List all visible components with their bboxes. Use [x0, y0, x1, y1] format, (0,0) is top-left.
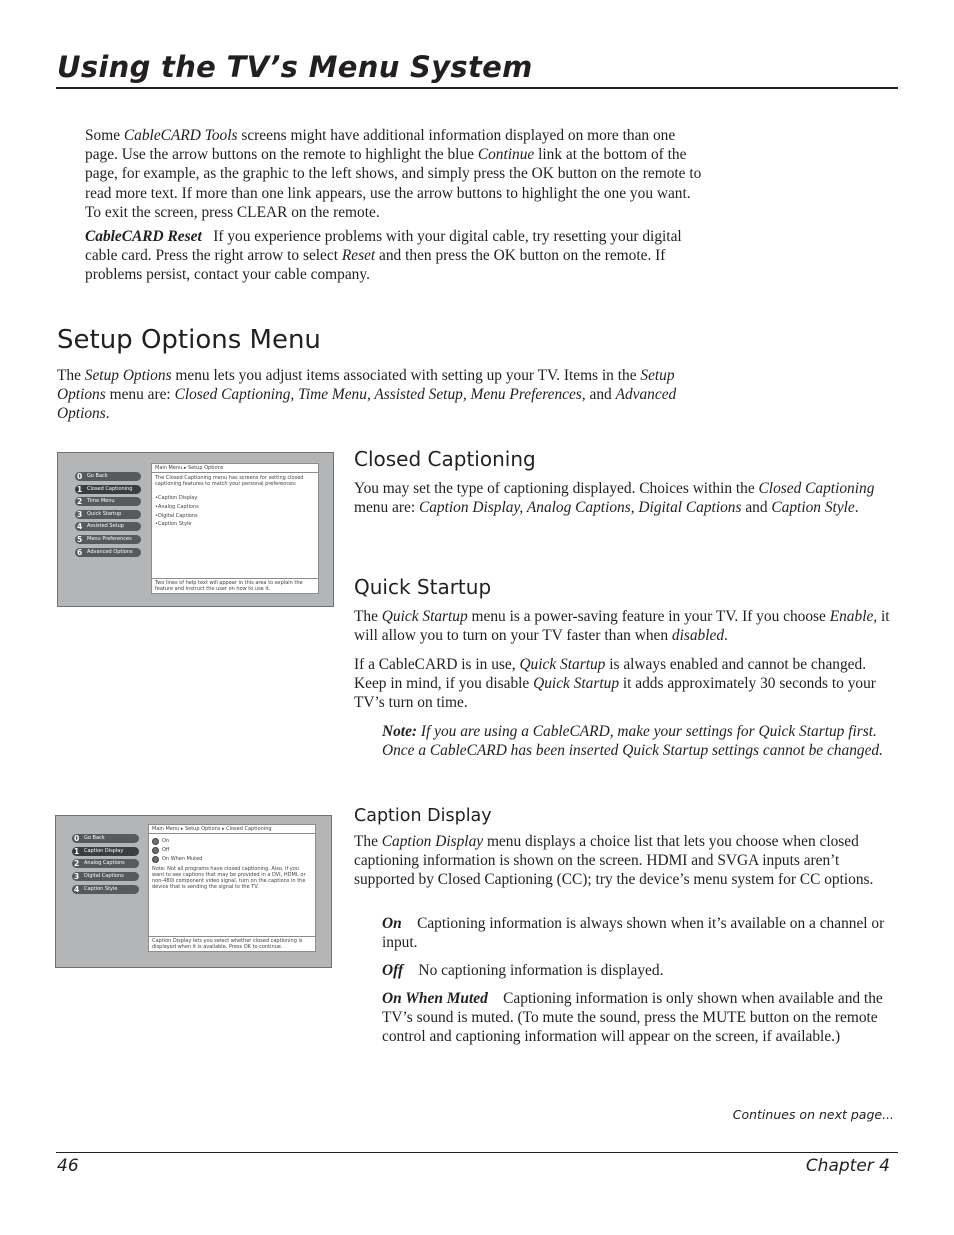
option-on-when-muted[interactable]: On When Muted: [162, 856, 203, 862]
menu-item-digital-captions[interactable]: 3 Digital Captions: [72, 872, 139, 881]
panel-description: The Closed Captioning menu has screens for setting closed captioning features to match your personal preferences:: [155, 475, 304, 487]
quick-startup-paragraph-1: The Quick Startup menu is a power-saving feature in your TV. If you choose Enable, it will allow you to turn on your TV faster than when disabled.: [354, 608, 890, 645]
menu-item-analog-captions[interactable]: 2 Analog Captions: [72, 859, 139, 868]
panel-item: •Digital Captions: [155, 513, 198, 519]
panel-note: Note: Not all programs have closed captioning. Also, if you want to see captions that may be provided in a DVI, HDMI, or non-480i component video signal, turn on the captions in the device that is sending the signal to the TV.: [152, 866, 306, 890]
setup-options-heading: Setup Options Menu: [57, 325, 321, 355]
menu-item-go-back[interactable]: 0 Go Back: [75, 472, 141, 481]
page-number: 46: [57, 1156, 79, 1176]
intro-paragraph-2: CableCARD Reset If you experience problems with your digital cable, try resetting your digital cable card. Press the right arrow to select Reset and then press the OK button on the remote. If problems persist, contact your cable company.: [85, 228, 682, 284]
option-on[interactable]: On: [162, 838, 170, 844]
intro-paragraph-1: Some CableCARD Tools screens might have additional information displayed on more than one page. Use the arrow buttons on the remote to highlight the blue Continue link at the bottom of the page, for example, as the graphic to the left shows, and simply press the OK button on the remote to read more text. If more than one link appears, use the arrow buttons to highlight the one you want. To exit the screen, press CLEAR on the remote.: [85, 127, 702, 221]
setup-options-panel: [151, 463, 319, 594]
breadcrumb-arrow-icon: ▸: [183, 465, 187, 471]
option-on-description: On Captioning information is always shown when it’s available on a channel or input.: [382, 915, 885, 952]
caption-display-heading: Caption Display: [354, 806, 492, 826]
setup-options-screen: [57, 452, 334, 607]
radio-button-icon[interactable]: [152, 847, 159, 854]
help-text: Two lines of help text will appear in this area to explain the feature and instruct the user on how to use it.: [152, 578, 318, 593]
chapter-label: Chapter 4: [805, 1156, 890, 1176]
menu-item-assisted-setup[interactable]: 4 Assisted Setup: [75, 522, 141, 531]
radio-button-icon[interactable]: [152, 838, 159, 845]
breadcrumb: Main Menu ▸ Setup Options: [152, 464, 318, 473]
panel-item: •Analog Captions: [155, 504, 199, 510]
page-title: Using the TV’s Menu System: [57, 50, 533, 84]
setup-options-paragraph: The Setup Options menu lets you adjust items associated with setting up your TV. Items in the Setup Options menu are: Closed Captioning, Time Menu, Assisted Setup, Menu Preferences, and Advanced Options.: [57, 367, 677, 423]
menu-item-go-back[interactable]: 0 Go Back: [72, 834, 139, 843]
breadcrumb-arrow-icon: ▸: [222, 826, 225, 832]
title-rule: [56, 87, 898, 89]
menu-item-closed-captioning[interactable]: 1 Closed Captioning: [75, 485, 141, 494]
menu-item-caption-display[interactable]: 1 Caption Display: [72, 847, 139, 856]
breadcrumb-arrow-icon: ▸: [180, 826, 184, 832]
quick-startup-heading: Quick Startup: [354, 575, 492, 599]
caption-display-panel: [148, 824, 316, 952]
panel-item: •Caption Display: [155, 495, 198, 501]
menu-item-advanced-options[interactable]: 6 Advanced Options: [75, 548, 141, 557]
footer-rule: [56, 1152, 898, 1153]
caption-display-paragraph: The Caption Display menu displays a choice list that lets you choose when closed captioning information is shown on the screen. HDMI and SVGA inputs aren’t supported by Closed Captioning (CC); try the device’s menu system for CC options.: [354, 833, 874, 889]
closed-captioning-paragraph: You may set the type of captioning displayed. Choices within the Closed Captioning menu are: Caption Display, Analog Captions, Digital Captions and Caption Style.: [354, 480, 875, 517]
panel-item: •Caption Style: [155, 521, 192, 527]
quick-startup-note: Note: If you are using a CableCARD, make your settings for Quick Startup first. Once a CableCARD has been inserted Quick Startup settings cannot be changed.: [382, 723, 883, 760]
menu-item-time-menu[interactable]: 2 Time Menu: [75, 497, 141, 506]
closed-captioning-heading: Closed Captioning: [354, 447, 536, 471]
menu-item-quick-startup[interactable]: 3 Quick Startup: [75, 510, 141, 519]
quick-startup-paragraph-2: If a CableCARD is in use, Quick Startup is always enabled and cannot be changed. Keep in mind, if you disable Quick Startup it adds approximately 30 seconds to your TV’s turn on time.: [354, 656, 876, 712]
radio-button-icon[interactable]: [152, 856, 159, 863]
option-on-when-muted-description: On When Muted Captioning information is only shown when available and the TV’s sound is muted. (To mute the sound, press the MUTE button on the remote control and captioning information will appear on the screen, if available.): [382, 990, 883, 1046]
breadcrumb: Main Menu ▸ Setup Options ▸ Closed Captioning: [149, 825, 315, 834]
option-off-description: Off No captioning information is displayed.: [382, 962, 664, 979]
continues-note: Continues on next page...: [732, 1107, 894, 1122]
option-off[interactable]: Off: [162, 847, 170, 853]
menu-item-menu-preferences[interactable]: 5 Menu Preferences: [75, 535, 141, 544]
closed-captioning-screen: [55, 815, 332, 968]
help-text: Caption Display lets you select whether closed captioning is displayed when it is available. Press OK to continue.: [149, 936, 315, 951]
menu-item-caption-style[interactable]: 4 Caption Style: [72, 885, 139, 894]
